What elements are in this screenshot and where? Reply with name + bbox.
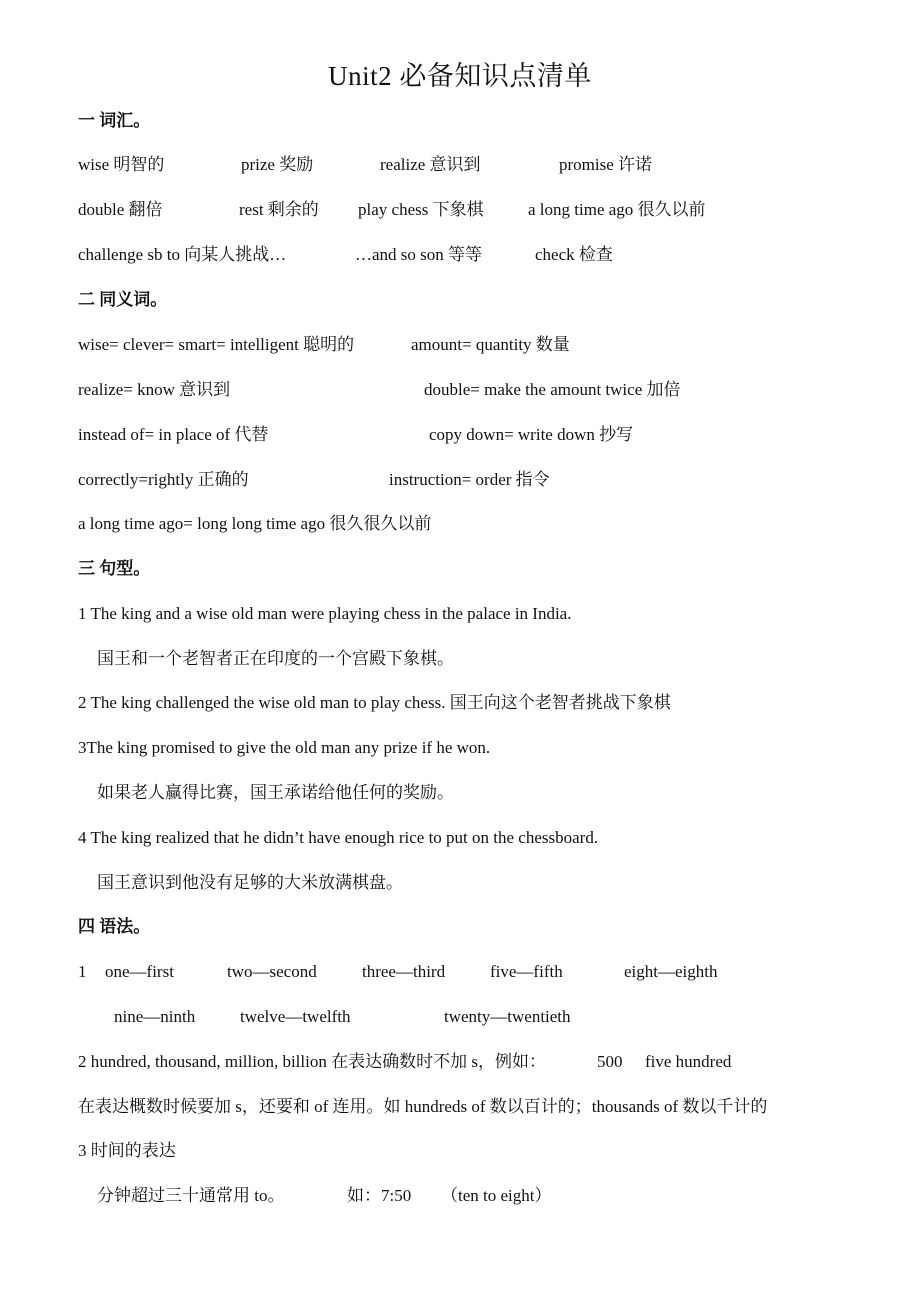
synonym-item: wise= clever= smart= intelligent 聪明的 — [78, 335, 355, 354]
synonym-item: double= make the amount twice 加倍 — [424, 380, 681, 399]
synonym-item: correctly=rightly 正确的 — [78, 470, 249, 489]
sentence-line: 2 The king challenged the wise old man to play chess. 国王向这个老智者挑战下象棋 — [78, 693, 671, 712]
vocab-item: promise 许诺 — [559, 155, 653, 174]
ordinal-pair: five—fifth — [490, 962, 563, 981]
grammar-text: 分钟超过三十通常用 to。 — [97, 1186, 285, 1205]
page-title: Unit2 必备知识点清单 — [328, 61, 592, 91]
sentence-line: 4 The king realized that he didn’t have enough rice to put on the chessboard. — [78, 828, 599, 847]
sentence-line: 1 The king and a wise old man were playing chess in the palace in India. — [78, 604, 572, 623]
ordinal-pair: nine—ninth — [114, 1007, 196, 1026]
vocab-item: rest 剩余的 — [239, 200, 319, 219]
sentence-translation: 如果老人赢得比赛，国王承诺给他任何的奖励。 — [97, 783, 454, 802]
section-heading-vocab: 一 词汇。 — [78, 111, 151, 130]
ordinal-pair: three—third — [362, 962, 446, 981]
ordinal-pair: twenty—twentieth — [444, 1007, 571, 1026]
vocab-item: …and so son 等等 — [355, 245, 483, 264]
sentence-line: 3The king promised to give the old man any prize if he won. — [78, 738, 491, 757]
grammar-example-number: 500 — [597, 1052, 623, 1071]
section-heading-grammar: 四 语法。 — [78, 917, 151, 936]
vocab-item: challenge sb to 向某人挑战… — [78, 245, 287, 264]
grammar-example-words: five hundred — [645, 1052, 732, 1071]
vocab-item: prize 奖励 — [241, 155, 314, 174]
ordinal-pair: two—second — [227, 962, 317, 981]
list-number: 1 — [78, 962, 87, 981]
vocab-item: double 翻倍 — [78, 200, 163, 219]
sentence-translation: 国王意识到他没有足够的大米放满棋盘。 — [97, 873, 403, 892]
vocab-item: play chess 下象棋 — [358, 200, 484, 219]
grammar-example-words: （ten to eight） — [441, 1186, 552, 1205]
grammar-example-time: 如：7:50 — [347, 1186, 412, 1205]
grammar-text: 在表达概数时候要加 s，还要和 of 连用。如 hundreds of 数以百计的；thousands of 数以千计的 — [78, 1097, 768, 1116]
section-heading-synonyms: 二 同义词。 — [78, 290, 168, 309]
ordinal-pair: twelve—twelfth — [240, 1007, 351, 1026]
ordinal-pair: eight—eighth — [624, 962, 718, 981]
synonym-item: realize= know 意识到 — [78, 380, 231, 399]
synonym-item: instruction= order 指令 — [389, 470, 550, 489]
vocab-item: wise 明智的 — [78, 155, 165, 174]
synonym-item: amount= quantity 数量 — [411, 335, 570, 354]
vocab-item: a long time ago 很久以前 — [528, 200, 706, 219]
synonym-item: copy down= write down 抄写 — [429, 425, 634, 444]
synonym-item: a long time ago= long long time ago 很久很久以前 — [78, 514, 432, 533]
vocab-item: check 检查 — [535, 245, 613, 264]
synonym-item: instead of= in place of 代替 — [78, 425, 269, 444]
vocab-item: realize 意识到 — [380, 155, 481, 174]
ordinal-pair: one—first — [105, 962, 174, 981]
grammar-point-3-title: 3 时间的表达 — [78, 1141, 176, 1160]
sentence-translation: 国王和一个老智者正在印度的一个宫殿下象棋。 — [97, 649, 454, 668]
grammar-text: 2 hundred, thousand, million, billion 在表达确数时不加 s，例如： — [78, 1052, 546, 1071]
section-heading-sentences: 三 句型。 — [78, 559, 151, 578]
